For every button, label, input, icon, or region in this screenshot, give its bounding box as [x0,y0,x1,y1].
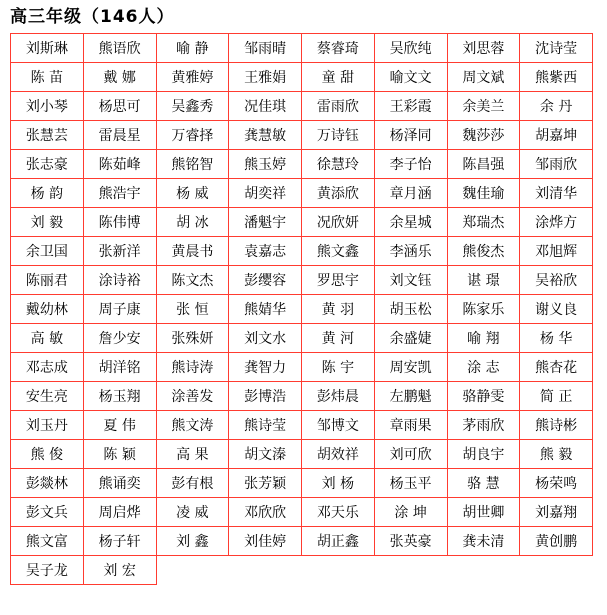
student-cell[interactable]: 熊俊杰 [447,237,520,266]
student-cell[interactable]: 熊杏花 [520,353,593,382]
student-cell[interactable]: 王雅娟 [229,63,302,92]
student-cell[interactable]: 邹雨欣 [520,150,593,179]
student-cell[interactable]: 谌 璟 [447,266,520,295]
student-cell[interactable]: 杨子轩 [83,527,156,556]
student-cell[interactable]: 彭炜晨 [302,382,375,411]
table-row [11,237,593,266]
table-row [11,498,593,527]
student-cell[interactable]: 况佳琪 [229,92,302,121]
student-cell-empty [374,556,447,585]
student-cell[interactable]: 余卫国 [11,237,84,266]
student-cell[interactable]: 喻文文 [374,63,447,92]
student-cell[interactable]: 骆 慧 [447,469,520,498]
student-cell[interactable]: 彭博浩 [229,382,302,411]
student-cell[interactable]: 胡效祥 [302,440,375,469]
student-cell[interactable]: 谢义良 [520,295,593,324]
student-cell-empty [229,556,302,585]
student-cell[interactable]: 刘 杨 [302,469,375,498]
student-cell[interactable]: 彭燚林 [11,469,84,498]
student-cell[interactable]: 涂 坤 [374,498,447,527]
student-cell[interactable]: 张殊妍 [156,324,229,353]
student-cell[interactable]: 龚智力 [229,353,302,382]
student-cell[interactable]: 骆静雯 [447,382,520,411]
table-row [11,324,593,353]
student-cell[interactable]: 章雨果 [374,411,447,440]
student-cell[interactable]: 涂 志 [447,353,520,382]
student-cell[interactable]: 黄雅婷 [156,63,229,92]
student-cell[interactable]: 胡玉松 [374,295,447,324]
student-cell[interactable]: 雷晨星 [83,121,156,150]
student-cell[interactable]: 熊 毅 [520,440,593,469]
student-cell[interactable]: 陈茹峰 [83,150,156,179]
student-cell[interactable]: 李涵乐 [374,237,447,266]
student-cell[interactable]: 喻 静 [156,34,229,63]
student-cell[interactable]: 陈伟博 [83,208,156,237]
student-cell[interactable]: 徐慧玲 [302,150,375,179]
table-row [11,411,593,440]
student-cell[interactable]: 张志豪 [11,150,84,179]
student-cell[interactable]: 左鹏魁 [374,382,447,411]
student-cell[interactable]: 陈丽君 [11,266,84,295]
table-row [11,208,593,237]
student-cell[interactable]: 吴子龙 [11,556,84,585]
student-cell[interactable]: 袁嘉志 [229,237,302,266]
student-cell[interactable]: 刘清华 [520,179,593,208]
student-cell[interactable]: 戴幼林 [11,295,84,324]
student-cell[interactable]: 陈家乐 [447,295,520,324]
student-cell[interactable]: 张英豪 [374,527,447,556]
student-cell[interactable]: 刘 鑫 [156,527,229,556]
student-cell[interactable]: 凌 威 [156,498,229,527]
table-row [11,353,593,382]
student-cell[interactable]: 熊文涛 [156,411,229,440]
student-cell[interactable]: 胡嘉坤 [520,121,593,150]
student-cell[interactable]: 黄 羽 [302,295,375,324]
student-cell[interactable]: 余星城 [374,208,447,237]
student-cell[interactable]: 熊文鑫 [302,237,375,266]
student-cell[interactable]: 刘嘉翔 [520,498,593,527]
student-cell[interactable]: 童 甜 [302,63,375,92]
student-cell[interactable]: 李子怡 [374,150,447,179]
student-cell[interactable]: 万睿择 [156,121,229,150]
table-row [11,34,593,63]
student-cell[interactable]: 张新洋 [83,237,156,266]
student-cell[interactable]: 陈 宇 [302,353,375,382]
student-cell[interactable]: 潘魁宇 [229,208,302,237]
student-cell[interactable]: 熊文富 [11,527,84,556]
student-cell[interactable]: 胡良宇 [447,440,520,469]
student-cell[interactable]: 茅雨欣 [447,411,520,440]
table-row [11,382,593,411]
student-cell[interactable]: 吴欣纯 [374,34,447,63]
student-cell[interactable]: 余盛婕 [374,324,447,353]
student-cell[interactable]: 黄 河 [302,324,375,353]
student-cell[interactable]: 涂诗裕 [83,266,156,295]
student-cell[interactable]: 胡文溱 [229,440,302,469]
student-cell[interactable]: 黄晨书 [156,237,229,266]
student-cell[interactable]: 熊 俊 [11,440,84,469]
student-cell[interactable]: 陈文杰 [156,266,229,295]
student-cell[interactable]: 刘 毅 [11,208,84,237]
student-cell[interactable]: 彭有根 [156,469,229,498]
student-cell[interactable]: 彭缨容 [229,266,302,295]
student-cell[interactable]: 熊语欣 [83,34,156,63]
table-row [11,295,593,324]
student-cell[interactable]: 杨玉平 [374,469,447,498]
student-cell[interactable]: 邓天乐 [302,498,375,527]
student-roster-table [10,33,593,585]
student-cell[interactable]: 黄添欣 [302,179,375,208]
student-cell[interactable]: 夏 伟 [83,411,156,440]
student-cell[interactable]: 周安凯 [374,353,447,382]
student-cell[interactable]: 杨玉翔 [83,382,156,411]
student-cell[interactable]: 胡世卿 [447,498,520,527]
student-cell[interactable]: 高 果 [156,440,229,469]
student-cell[interactable]: 刘小琴 [11,92,84,121]
student-cell[interactable]: 邹雨晴 [229,34,302,63]
student-cell[interactable]: 杨泽同 [374,121,447,150]
student-cell[interactable]: 胡 冰 [156,208,229,237]
student-cell[interactable]: 魏莎莎 [447,121,520,150]
student-cell[interactable]: 王彩霞 [374,92,447,121]
student-cell[interactable]: 邓志成 [11,353,84,382]
student-cell[interactable]: 熊诗彬 [520,411,593,440]
table-row [11,266,593,295]
student-cell[interactable]: 熊诵奕 [83,469,156,498]
student-cell[interactable]: 杨 华 [520,324,593,353]
table-row [11,440,593,469]
table-row [11,179,593,208]
student-cell[interactable]: 彭文兵 [11,498,84,527]
student-cell[interactable]: 况欣妍 [302,208,375,237]
student-cell[interactable]: 张 恒 [156,295,229,324]
student-cell[interactable]: 黄创鹏 [520,527,593,556]
student-cell[interactable]: 刘 宏 [83,556,156,585]
student-cell[interactable]: 简 正 [520,382,593,411]
student-cell[interactable]: 涂烨方 [520,208,593,237]
student-cell[interactable]: 陈 苗 [11,63,84,92]
student-cell[interactable]: 杨思可 [83,92,156,121]
student-cell[interactable]: 吴裕欣 [520,266,593,295]
student-cell[interactable]: 杨 威 [156,179,229,208]
student-cell[interactable]: 邓旭辉 [520,237,593,266]
student-cell[interactable]: 蔡睿琦 [302,34,375,63]
student-cell[interactable]: 章月涵 [374,179,447,208]
student-cell[interactable]: 吴鑫秀 [156,92,229,121]
student-cell[interactable]: 熊诗莹 [229,411,302,440]
student-cell-empty [520,556,593,585]
table-row [11,63,593,92]
table-row [11,527,593,556]
student-cell[interactable]: 张芳颖 [229,469,302,498]
student-cell[interactable]: 胡奕祥 [229,179,302,208]
student-cell[interactable]: 胡正鑫 [302,527,375,556]
student-cell[interactable]: 魏佳瑜 [447,179,520,208]
student-cell[interactable]: 陈昌强 [447,150,520,179]
student-cell[interactable]: 周子康 [83,295,156,324]
student-cell[interactable]: 胡洋铭 [83,353,156,382]
student-cell[interactable]: 刘玉丹 [11,411,84,440]
student-cell[interactable]: 刘佳婷 [229,527,302,556]
student-cell[interactable]: 喻 翔 [447,324,520,353]
table-row [11,469,593,498]
student-cell[interactable]: 刘文钰 [374,266,447,295]
student-cell[interactable]: 熊浩宇 [83,179,156,208]
table-row [11,556,593,585]
table-row [11,121,593,150]
student-cell[interactable]: 郑瑞杰 [447,208,520,237]
student-cell[interactable]: 安生亮 [11,382,84,411]
student-cell[interactable]: 刘可欣 [374,440,447,469]
student-cell[interactable]: 杨 韵 [11,179,84,208]
page-title: 高三年级（146人） [10,7,175,27]
student-cell[interactable]: 余 丹 [520,92,593,121]
table-row [11,92,593,121]
student-cell[interactable]: 罗思宇 [302,266,375,295]
student-cell[interactable]: 熊诗涛 [156,353,229,382]
student-cell-empty [302,556,375,585]
student-cell[interactable]: 刘文水 [229,324,302,353]
student-cell[interactable]: 周文斌 [447,63,520,92]
student-cell[interactable]: 周启烨 [83,498,156,527]
student-cell[interactable]: 熊铭智 [156,150,229,179]
student-cell[interactable]: 张慧芸 [11,121,84,150]
student-cell[interactable]: 龚未清 [447,527,520,556]
student-cell[interactable]: 沈诗莹 [520,34,593,63]
student-cell[interactable]: 涂善发 [156,382,229,411]
student-cell[interactable]: 熊玉婷 [229,150,302,179]
student-cell[interactable]: 万诗钰 [302,121,375,150]
student-cell-empty [156,556,229,585]
student-cell[interactable]: 高 敏 [11,324,84,353]
table-row [11,150,593,179]
student-cell[interactable]: 杨荣鸣 [520,469,593,498]
student-cell[interactable]: 邹博文 [302,411,375,440]
student-cell[interactable]: 余美兰 [447,92,520,121]
student-cell[interactable]: 刘思蓉 [447,34,520,63]
student-cell[interactable]: 刘斯琳 [11,34,84,63]
student-cell[interactable]: 熊紫西 [520,63,593,92]
student-cell[interactable]: 邓欣欣 [229,498,302,527]
roster-body [11,34,593,585]
student-cell[interactable]: 詹少安 [83,324,156,353]
student-cell[interactable]: 戴 娜 [83,63,156,92]
student-cell[interactable]: 雷雨欣 [302,92,375,121]
student-cell[interactable]: 陈 颖 [83,440,156,469]
student-cell-empty [447,556,520,585]
student-cell[interactable]: 龚慧敏 [229,121,302,150]
student-cell[interactable]: 熊婧华 [229,295,302,324]
